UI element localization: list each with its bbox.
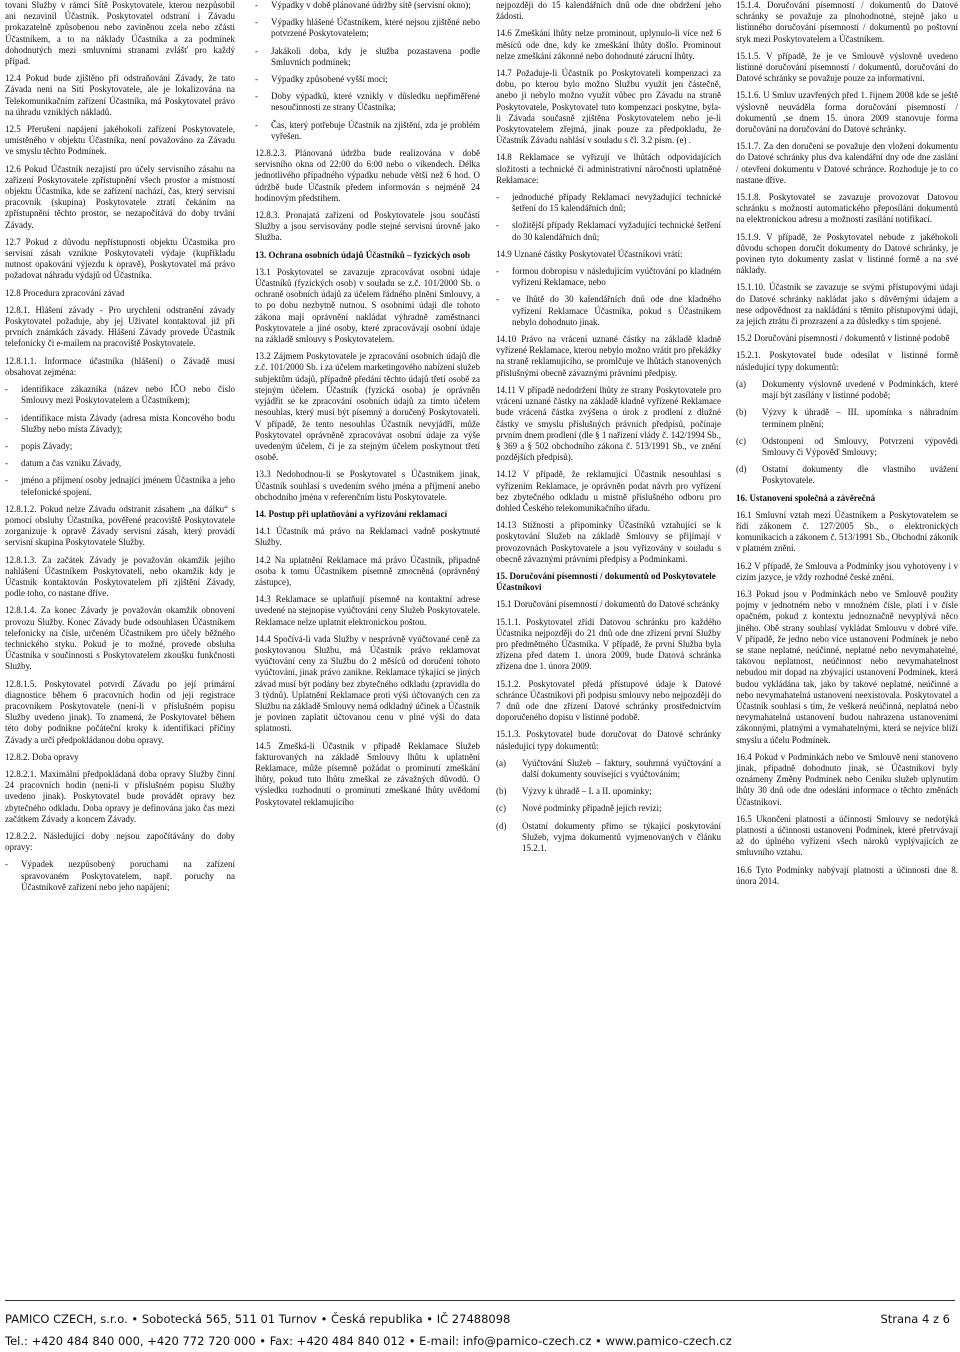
list-marker: - <box>255 91 258 102</box>
paragraph: 14.1 Účastník má právo na Reklamaci vadně poskytnuté Služby. <box>255 526 480 548</box>
paragraph: 14.6 Zmeškání lhůty nelze prominout, uplynulo-li více než 6 měsíců ode dne, kdy ke zmeškání lhůty došlo. Prominout nelze zmeškání zákonné nebo dohodnuté zárucní lhůty. <box>496 28 721 61</box>
list-marker: - <box>5 440 8 451</box>
paragraph: 15.1.7. Za den doručení se považuje den vložení dokumentu do Datové schránky plus dva kalendářní dny ode dne zaslání / otevření dokumentu v Datové schránce. Rozhoduje je to co nastane dříve. <box>736 141 958 185</box>
paragraph: 12.5 Přerušení napájení jakéhokoli zařízení Poskytovatele, umístěného v objektu Účastníka, není považováno za Závadu ve smyslu těchto Podmínek. <box>5 124 235 157</box>
paragraph: 15.1.2. Poskytovatel předá přístupové údaje k Datové schránce Účastníkovi při podpisu smlouvy nebo nejpozději do 7 dnů ode dne zřízení Datové schránky prostřednictvím doporučeného dopisu v listinné podobě. <box>496 678 721 723</box>
list-marker: - <box>5 384 8 395</box>
paragraph: 16.6 Tyto Podmínky nabývají platnosti a účinnosti dne 8. února 2014. <box>736 864 958 886</box>
list-marker: - <box>496 220 499 231</box>
paragraph: 12.8.1. Hlášení závady - Pro urychlení odstranění závady Poskytovatel požaduje, aby jej Uživatel kontaktoval již při prvních známkách závady. Hlášení Závady provede Účastník telefonicky či e-mailem na pracoviště Poskytovatele. <box>5 304 235 349</box>
list-marker: - <box>496 266 499 277</box>
list-item-text: složitější případy Reklamací vyžadující technické šetření do 30 kalendářních dnů; <box>512 220 721 242</box>
list-item-text: jednoduché případy Reklamací nevyžadující technické šetření do 15 kalendářních dnů; <box>512 192 721 214</box>
paragraph: 12.8.2.2. Následující doby nejsou započítávány do doby opravy: <box>5 831 235 853</box>
paragraph: 12.8.1.4. Za konec Závady je považován okamžik obnovení provozu Služby. Konec Závady bude odsouhlasen Účastníkem telefonicky na čísle, určeném Účastníkem pro účely běžného technického styku. Pokud je to možné, provede obsluha Účastníka v součinnosti s Poskytovatelem zkoušku funkčnosti Služby. <box>5 605 235 672</box>
list-marker: (a) <box>736 378 746 389</box>
list-marker: (c) <box>736 435 746 446</box>
list-item <box>255 91 480 113</box>
paragraph: 14.11 V případě nedodržení lhůty ze strany Poskytovatele pro vrácení uznané částky na základě kladně vyřízené Reklamace bude vrácená částka zvýšena o úrok z prodlení z dlužné částky ve smyslu příslušných právních předpisů, počínaje prvním dnem prodlení (dle § 1 nařízení vlády č. 142/1994 Sb., § 369 a § 502 obchodního zákona č. 513/1991 Sb., ve znění pozdějších předpisů). <box>496 384 721 463</box>
paragraph: 15.1.5. V případě, že je ve Smlouvě výslovně uvedeno listinné doručování písemností / dokumentů, doručování do Datové schránky se považuje pouze za informativní. <box>736 50 958 84</box>
text-column-3 <box>496 0 721 860</box>
list-item <box>496 803 721 814</box>
paragraph: 15.1 Doručování písemností / dokumentů do Datové schránky <box>496 599 720 610</box>
paragraph: 12.8.2. Doba opravy <box>5 751 79 762</box>
paragraph: 15.2.1. Poskytovatel bude odesílat v listinné formě následující typy dokumentů: <box>736 350 958 372</box>
list-item-text: Výpadek nezpůsobený poruchami na zařízení spravovaném Poskytovatelem, např. poruchy na Účastníkově zařízení nebo jeho napájení; <box>21 859 235 892</box>
paragraph: 14.5 Zmešká-li Účastník v případě Reklamace Služeb fakturovaných na základě Smlouvy lhůtu k uplatnění Reklamace, může písemně požádat o prominutí zmeškání lhůty, pokud tuto lhůtu zmeškal ze závažných důvodů. O výsledku rozhodnutí o prominutí zmeškané lhůty uvědomí Poskytovatel reklamujícího <box>255 740 480 807</box>
list-item <box>255 74 480 85</box>
section-heading: 14. Postup při uplatňování a vyřizování reklamací <box>255 508 448 519</box>
list-marker: - <box>255 119 258 130</box>
list-marker: - <box>5 859 8 870</box>
list-marker: - <box>496 294 499 305</box>
list-item-text: Výpadky způsobené vyšší mocí; <box>271 74 388 85</box>
list-item <box>736 379 958 401</box>
paragraph: 14.2 Na uplatnění Reklamace má právo Účastník, případně osoba k tomu Účastníkem písemně zmocněná (oprávněný zástupce), <box>255 554 480 587</box>
list-marker: (d) <box>736 464 747 475</box>
paragraph: 14.9 Uznané částky Poskytovatel Účastníkovi vrátí: <box>496 248 683 259</box>
list-item <box>496 786 721 797</box>
paragraph: 15.1.8. Poskytovatel se zavazuje provozovat Datovou schránku s možností automatického přeposílání dokumentů na elektronickou adresu a možností zasílání notifikací. <box>736 192 958 225</box>
paragraph: 12.8 Procedura zpracování závad <box>5 287 125 298</box>
list-item-text: Jakákoli doba, kdy je služba pozastavena podle Smluvních podmínek; <box>271 45 480 67</box>
list-item <box>496 294 721 328</box>
list-item-text: identifikace zákazníka (název nebo IČO nebo číslo Smlouvy mezi Poskytovatelem a Účastníkem); <box>21 384 235 406</box>
paragraph: 14.3 Reklamace se uplatňují písemně na kontaktní adrese uvedené na stejnopise vyúčtování ceny Služeb Poskytovatele. Reklamace nelze uplatnit elektronickou poštou. <box>255 594 480 627</box>
list-item <box>496 821 721 855</box>
list-item <box>255 120 480 142</box>
list-item <box>736 436 958 458</box>
list-marker: - <box>255 45 258 56</box>
paragraph: 12.6 Pokud Účastník nezajistí pro účely servisního zásahu na zařízení Poskytovatele zpřístupnění všech prostor a místností objektu Účastníka, kde se zařízení nachází, čas, který servisní pracovník (skupina) Poskytovatele ztratí čekáním na zpřístupnění těchto prostor, se nezapočítává do doby trvání Závady. <box>5 163 235 230</box>
text-column-1 <box>5 0 235 899</box>
paragraph: 15.1.10. Účastník se zavazuje se svými přístupovými údaji do Datové schránky nakládat jako s důvěrnými údajem a nese odpovědnost za nakládání s těmito přístupovými údaji, za jejich ztrátu či prozrazení a za důsledky s tím spojené. <box>736 282 958 327</box>
paragraph: 16.2 V případě, že Smlouva a Podmínky jsou vyhotoveny i v cizím jazyce, je vždy rozhodné české znění. <box>736 560 958 582</box>
list-marker: - <box>5 458 8 469</box>
list-marker: - <box>255 17 258 28</box>
paragraph: 15.1.6. U Smluv uzavřených před 1. říjnem 2008 kde se ještě výslovně neuváděla forma doručování písemností / dokumentů ,se dnem 15. února 2009 stanovuje forma doručování na doručování do Datové schránky. <box>736 90 958 135</box>
list-item <box>496 266 721 288</box>
list-marker: - <box>255 74 258 85</box>
list-marker: (a) <box>496 757 506 768</box>
paragraph: 12.4 Pokud bude zjištěno při odstraňování Závady, že tato Závada není na Síti Poskytovatele, ale je lokalizována na Telekomunikačním zařízení Účastníka, má Poskytovatel právo na úhradu vzniklých nákladů. <box>5 73 235 117</box>
paragraph: 14.7 Požaduje-li Účastník po Poskytovateli kompenzaci za dobu, po kterou bylo možno Službu využít jen částečně, anebo ji nebylo možno využít vůbec pro Závadu na straně Poskytovatele, Poskytovatel tuto kompenzaci poskytne, byla-li Závada současně zjištěna Poskytovatelem nebo je-li Poskytovatelem zřejmá, jinak pouze za předpokladu, že Účastník Závadu nahlásí v souladu s čl. 3.2 písm. (e) . <box>496 68 721 146</box>
list-item-text: Ostatní dokumenty přímo se týkající poskytování Služeb, vyjma dokumentů vyjmenovaných v článku 15.2.1. <box>522 820 721 853</box>
footer-divider <box>5 1300 955 1301</box>
paragraph: 12.8.2.1. Maximální předpokládaná doba opravy Služby činní 24 pracovních hodin (není-li v příslušném popisu Služby uvedeno jinak). Poskytovatel bude provádět opravy bez zbytečného odkladu. Doba opravy je definována jako čas mezi začátkem Závady a koncem Závady. <box>5 768 235 824</box>
paragraph: 16.5 Ukončení platnosti a účinnosti Smlouvy se nedotýká platnosti a účinnosti ustanovení Podmínek, které přetrvávají až do úplného vyřízení všech nároků vyplývajících ze smluvního vztahu. <box>736 813 958 858</box>
list-item <box>496 758 721 780</box>
paragraph: 14.4 Spočívá-li vada Služby v nesprávně vyúčtované ceně za poskytovanou Službu, má Účastník právo reklamovat vyúčtování ceny za Službu do 2 měsíců od doručení tohoto vyúčtování, jinak právo zaniknе. Reklamace týkající se jiných závad musí být podány bez zbytečného odkladu (zpravidla do 3 týdnů). Uplatnění Reklamace proti výši účtovaných cen za Službu na základě Smlouvy nemá odkladný účinek a Účastník je povinen zaplatit účtovanou cenu v plné výši do data splatnosti. <box>255 633 480 734</box>
paragraph: 15.2 Doručování písemností / dokumentů v listinné podobě <box>736 333 950 344</box>
list-item <box>5 384 235 406</box>
list-item-text: Výzvy k úhradě – III. upomínka s náhradním termínem plnění; <box>762 407 958 429</box>
list-marker: - <box>5 412 8 423</box>
list-item-text: Odstoupení od Smlouvy, Potvrzení výpovědi Smlouvy či Výpověď Smlouvy; <box>762 435 958 457</box>
list-item <box>736 464 958 486</box>
list-item-text: popis Závady; <box>21 440 73 451</box>
section-heading: 13. Ochrana osobních údajů Účastníků – fyzických osob <box>255 249 471 260</box>
list-marker: (d) <box>496 820 507 831</box>
list-item <box>255 0 480 11</box>
list-marker: (b) <box>736 407 747 418</box>
list-item-text: Ostatní dokumenty dle vlastního uvážení Poskytovatele. <box>762 464 958 486</box>
section-heading: 16. Ustanovení společná a závěrečná <box>736 492 876 503</box>
list-item-text: formou dobropisu v následujícím vyúčtování po kladném vyřízení Reklamace, nebo <box>512 266 721 288</box>
paragraph: 14.10 Právo na vrácení uznané částky na základě kladně vyřízené Reklamace, kterou nebylo možno vrátit pro překážky na straně reklamujícího, se promlčuje ve lhůtách stanovených příslušnými obecně závaznými právními předpisy. <box>496 334 721 378</box>
list-item-text: Výpadky hlášené Účastníkem, které nejsou zjištěné nebo potvrzené Poskytovatelem; <box>271 17 480 39</box>
list-item-text: Nové podmínky případně jejich revizi; <box>522 803 662 814</box>
list-item <box>5 859 235 893</box>
list-item <box>5 413 235 435</box>
paragraph: 15.1.9. V případě, že Poskytovatel nebude z jakéhokoli důvodu schopen doručit dokumenty do Datové schránky, je povinen tyto dokumenty zaslat v listinné formě a na své náklady. <box>736 231 958 276</box>
list-item <box>255 46 480 68</box>
paragraph: nejpozději do 15 kalendářních dnů ode dne obdržení jeho žádosti. <box>496 0 721 22</box>
paragraph: 12.7 Pokud z důvodu nepřístupnosti objektu Účastníka pro servisní zásah vznikne Poskytovateli výdaje (kupříkladu nutnost opakování výjezdu k opravě), Poskytovatel má právo požadovat náhradu výdajů od Účastníka. <box>5 236 235 281</box>
list-item <box>5 441 235 452</box>
list-marker: (b) <box>496 786 507 797</box>
list-item <box>5 475 235 497</box>
list-marker: (c) <box>496 803 506 814</box>
paragraph: 14.8 Reklamace se vyřizují ve lhůtách odpovídajících složitosti a technické či administrativní náročnosti uplatněné Reklamace: <box>496 152 721 185</box>
list-marker: - <box>496 192 499 203</box>
paragraph: 12.8.1.1. Informace účastníka (hlášení) o Závadě musí obsahovat zejména: <box>5 355 235 377</box>
page-number: Strana 4 z 6 <box>880 1312 950 1326</box>
paragraph: 15.1.1. Poskytovatel zřídí Datovou schránku pro každého Účastníka nejpozději do 21 dnů ode dne zřízení první Služby pro předmětného Účastníka. V případě, že první Služba byla zřízena před datem 1. února 2009, bude Datová schránka zřízena dne 1. února 2009. <box>496 616 721 672</box>
list-item <box>496 220 721 242</box>
paragraph: 12.8.1.3. Za začátek Závady je považován okamžik jejího nahlášení Účastníkem Poskytovateli, nebo okamžik kdy je Účastník kontaktován Poskytovatelem při zjištění Závady, podle toho, co nastane dříve. <box>5 554 235 599</box>
paragraph: 16.4 Pokud v Podmínkách nebo ve Smlouvě není stanoveno jinak, případně dohodnuto jinak, se Účastníkovi byly oznámeny Změny Podmínek nebo Ceníku služeb uplynutím lhůty 30 dnů ode dne odeslání informace o těchto změnách Účastníkovi. <box>736 751 958 807</box>
list-item-text: datum a čas vzniku Závady, <box>21 458 122 469</box>
paragraph: 16.1 Smluvní vztah mezi Účastníkem a Poskytovatelem se řídí zákonem č. 127/2005 Sb., o elektronických komunikacích a zákonem č. 513/1991 Sb., Obchodní zákoník v platném znění. <box>736 509 958 554</box>
paragraph: 12.8.3. Pronajatá zařízení od Poskytovatele jsou součástí Služby a jsou servisovány podle stejné servisní úrovně jako Služba. <box>255 210 480 243</box>
paragraph: 12.8.2.3. Plánovaná údržba bude realizována v době servisního okna od 22:00 do 6:00 nebo o víkendech. Délka jednotlivého případného výpadku nebude větší než 6 hod. O údržbě bude Účastník předem informován s nejméně 24 hodinovým předstihem. <box>255 148 480 203</box>
list-item <box>496 192 721 214</box>
paragraph: 12.8.1.5. Poskytovatel potvrdí Závadu po její primární diagnostice během 6 pracovních hodin od její registrace pracovníkem Poskytovatele (není-li v příslušném popisu Služby uvedeno jinak). To znamená, že Poskytovatel během této doby podnikne počáteční kroky k identifikaci příčiny Závady a určí předpokládanou dobu opravy. <box>5 678 235 745</box>
list-marker: - <box>255 0 258 10</box>
text-column-2 <box>255 0 480 814</box>
list-marker: - <box>5 475 8 486</box>
section-heading: 15. Doručování písemností / dokumentů od Poskytovatele Účastníkovi <box>496 570 716 593</box>
paragraph: tovaní Služby v rámci Sítě Poskytovatele, kterou nezpůsobil ani nezavinil Účastník. Poskytovatel odstraní i Závadu prokazatelně způsobenou nebo zaviněnou zcela nebo zčásti Účastníkem, a to na náklady Účastníka a za podmínek dohodnutých mezi smluvními stranami zvlášť pro každý případ. <box>5 0 235 67</box>
list-item-text: Dokumenty výslovně uvedené v Podmínkách, které mají být zasílány v listinné podobě; <box>762 378 958 401</box>
paragraph: 14.13 Stížnosti a připomínky Účastníků vztahující se k poskytování Služeb na základě Smlouvy se přijímají v provozovnách Poskytovatele a jsou vyřizovány v souladu s obecně závaznými právními předpisy a Podmínkami. <box>496 520 721 564</box>
text-column-4 <box>736 0 958 893</box>
list-item <box>5 458 235 469</box>
list-item-text: ve lhůtě do 30 kalendářních dnů ode dne kladného vyřízení Reklamace Účastníka, pokud s Účastníkem nebylo dohodnuto jinak. <box>512 294 721 327</box>
list-item-text: Doby výpadků, které vznikly v důsledku nepřiměřené nesoučinnosti ze strany Účastníka; <box>271 91 480 113</box>
paragraph: 14.12 V případě, že reklamující Účastník nesouhlasí s vyřízením Reklamace, je oprávněn podat návrh pro vyřízení bez zbytečného odkladu u místně příslušného odboru pro dohled Českého telekomunikačního úřadu. <box>496 469 721 513</box>
footer-contact-line: Tel.: +420 484 840 000, +420 772 720 000 • Fax: +420 484 840 012 • E-mail: info@pamico-czech.cz • www.pamico-czech.cz <box>5 1334 732 1348</box>
paragraph: 13.1 Poskytovatel se zavazuje zpracovávat osobní údaje Účastníků (fyzických osob) v souladu se z.č. 101/2000 Sb. o ochraně osobních údajů za účelem řádného plnění Smlouvy, a to po dobu nezbytně nutnou. S osobními údaji dle tohoto zákona mají oprávnění nakládat výhradně zaměstnanci Poskytovatele a jiné osoby, které zpracovávají osobní údaje na základě smlouvy s Poskytovatelem. <box>255 266 480 345</box>
paragraph: 12.8.1.2. Pokud nelze Závadu odstranit zásahem „na dálku“ s pomocí obsluhy Účastníka, pověřené pracoviště Poskytovatele zorganizuje k opravě Závady servisní zásah, který provádí servisní skupina Poskytovatele Služby. <box>5 503 235 548</box>
list-item-text: Čas, který potřebuje Účastník na zjištění, zda je problém vyřešen. <box>271 119 480 141</box>
footer-company-line: PAMICO CZECH, s.r.o. • Sobotecká 565, 511 01 Turnov • Česká republika • IČ 27488098 <box>5 1312 511 1326</box>
list-item-text: Výzvy k úhradě – I. a II. upomínky; <box>522 786 652 797</box>
list-item <box>736 407 958 429</box>
paragraph: 13.2 Zájmem Poskytovatele je zpracování osobních údajů dle z.č. 101/2000 Sb. i za účelem marketingového nabízení služeb subjektům údajů, případně předání těchto údajů třetí osobě za stejným účelem. Účastník (fyzická osoba) je oprávněn vyjádřit se ke zpracování osobních údajů za tímto účelem nesouhlas, který musí být písemný a doručený Poskytovateli. V případě, že tento nesouhlas Účastník nevyjádří, může Poskytovatel oprávněně zpracovávat osobní údaje za výše uvedeným účelem, či je za stejným účelem poskytnout třetí osobě. <box>255 351 480 463</box>
list-item-text: jméno a příjmení osoby jednající jménem Účastníka a jeho telefonické spojení. <box>21 475 235 497</box>
paragraph: 15.1.3. Poskytovatel bude doručovat do Datové schránky následující typy dokumentů: <box>496 729 721 751</box>
list-item-text: identifikace místa Závady (adresa místa Koncového bodu Služby nebo místa Závady); <box>21 412 235 434</box>
paragraph: 16.3 Pokud jsou v Podmínkách nebo ve Smlouvě použity pojmy v jednotném nebo v množném čísle, platí i v čísle opačném, pokud z kontextu jednoznačně nevyplývá něco jiného. Obě strany souhlasí vykládat Smlouvu v dobré víře. V případě, že jedno nebo více ustanovení Podmínek je nebo se stane neplatné, neúčinné, neplatné nebo nevymahatelné, takovou neplatnost, neúčinnost nebo nevymahatelnost nebudou mít dopad na zbývající ustanovení Podmínek, která budou vykládána tak, jako by takové neplatné, neúčinné a nebo nevymahatelná ustanovení neexistovala. Poskytovatel a Účastník souhlasí s tím, že veškerá neúčinná, neplatná nebo nevymahatelná ustanovení budou nahrazena ustanoveními zákonnými, platnými a vymahatelnými, která se nejvíce blíží smyslu a účelu Podmínek. <box>736 588 958 745</box>
paragraph: 13.3 Nedohodnou-li se Poskytovatel s Účastníkem jinak, Účastník souhlasí s uvedením svého jména a příjmení anebo obchodního jména v referenčním listu Poskytovatele. <box>255 469 480 502</box>
list-item-text: Výpadky v době plánované údržby sítě (servisní okno); <box>271 0 471 10</box>
list-item-text: Vyúčtování Služeb – faktury, souhrnná vyúčtování a další dokumenty související s vyúčtováním; <box>522 757 721 779</box>
list-item <box>255 17 480 39</box>
paragraph: 15.1.4. Doručování písemností / dokumentů do Datové schránky se považuje za plnohodnotné, stejně jako u listinného doručování písemností / dokumentů po poštovní styk mezi Poskytovatelem a Účastníkem. <box>736 0 958 44</box>
